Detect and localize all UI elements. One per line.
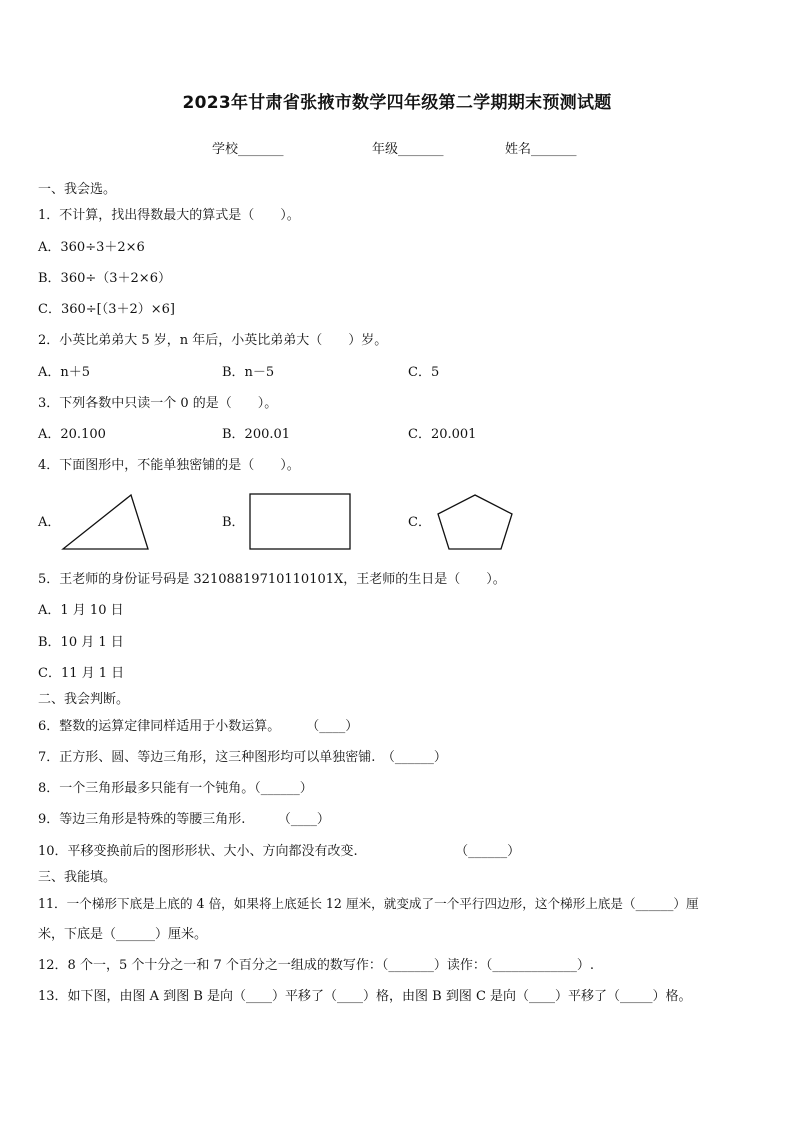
- section-heading-3: 三、我能填。: [38, 870, 117, 885]
- question-12: 12．8 个一，5 个十分之一和 7 个百分之一组成的数写作：（_______）读作：（_____________）.: [38, 958, 595, 973]
- name-field: 姓名_______: [505, 142, 577, 157]
- question-2-option-a: A．n＋5: [38, 365, 91, 380]
- question-5-option-c: C．11 月 1 日: [38, 666, 125, 681]
- question-11-line-2: 米，下底是（______）厘米。: [38, 927, 208, 942]
- section-heading-1: 一、我会选。: [38, 182, 117, 197]
- question-5-stem: 5．王老师的身份证号码是 32108819710110101X，王老师的生日是（ ）。: [38, 572, 506, 587]
- page-title: 2023年甘肃省张掖市数学四年级第二学期期末预测试题: [182, 93, 612, 113]
- question-4-option-a: A．: [38, 515, 61, 530]
- question-7: 7．正方形、圆、等边三角形，这三种图形均可以单独密铺. （______）: [38, 750, 447, 765]
- question-2-stem: 2．小英比弟弟大 5 岁，n 年后，小英比弟弟大（ ）岁。: [38, 333, 388, 348]
- triangle-figure: [60, 492, 152, 552]
- question-5-option-b: B．10 月 1 日: [38, 635, 124, 650]
- question-1-option-b: B．360÷（3＋2×6）: [38, 271, 171, 286]
- question-4-option-c: C．: [408, 515, 431, 530]
- school-field: 学校_______: [212, 142, 284, 157]
- question-1-option-a: A．360÷3＋2×6: [38, 240, 145, 255]
- question-2-option-b: B．n－5: [222, 365, 275, 380]
- question-8: 8．一个三角形最多只能有一个钝角。（______）: [38, 781, 313, 796]
- rectangle-figure: [248, 492, 354, 552]
- pentagon-figure: [435, 492, 517, 552]
- question-10: 10．平移变换前后的图形形状、大小、方向都没有改变. （______）: [38, 844, 521, 859]
- grade-field: 年级_______: [372, 142, 444, 157]
- question-4-stem: 4．下面图形中，不能单独密铺的是（ ）。: [38, 458, 300, 473]
- question-3-stem: 3．下列各数中只读一个 0 的是（ ）。: [38, 396, 278, 411]
- question-3-option-b: B．200.01: [222, 427, 291, 442]
- section-heading-2: 二、我会判断。: [38, 692, 130, 707]
- question-2-option-c: C．5: [408, 365, 440, 380]
- question-3-option-c: C．20.001: [408, 427, 477, 442]
- question-13: 13．如下图，由图 A 到图 B 是向（____）平移了（____）格，由图 B 到图 C 是向（____）平移了（_____）格。: [38, 989, 692, 1004]
- question-5-option-a: A．1 月 10 日: [38, 603, 124, 618]
- question-1-stem: 1．不计算，找出得数最大的算式是（ ）。: [38, 208, 300, 223]
- question-6: 6．整数的运算定律同样适用于小数运算。 （____）: [38, 719, 359, 734]
- question-9: 9．等边三角形是特殊的等腰三角形. （____）: [38, 812, 330, 827]
- question-1-option-c: C．360÷[（3＋2）×6]: [38, 302, 176, 317]
- question-4-option-b: B．: [222, 515, 245, 530]
- question-11-line-1: 11．一个梯形下底是上底的 4 倍，如果将上底延长 12 厘米，就变成了一个平行四边形，这个梯形上底是（______）厘: [38, 896, 699, 911]
- question-3-option-a: A．20.100: [38, 427, 106, 442]
